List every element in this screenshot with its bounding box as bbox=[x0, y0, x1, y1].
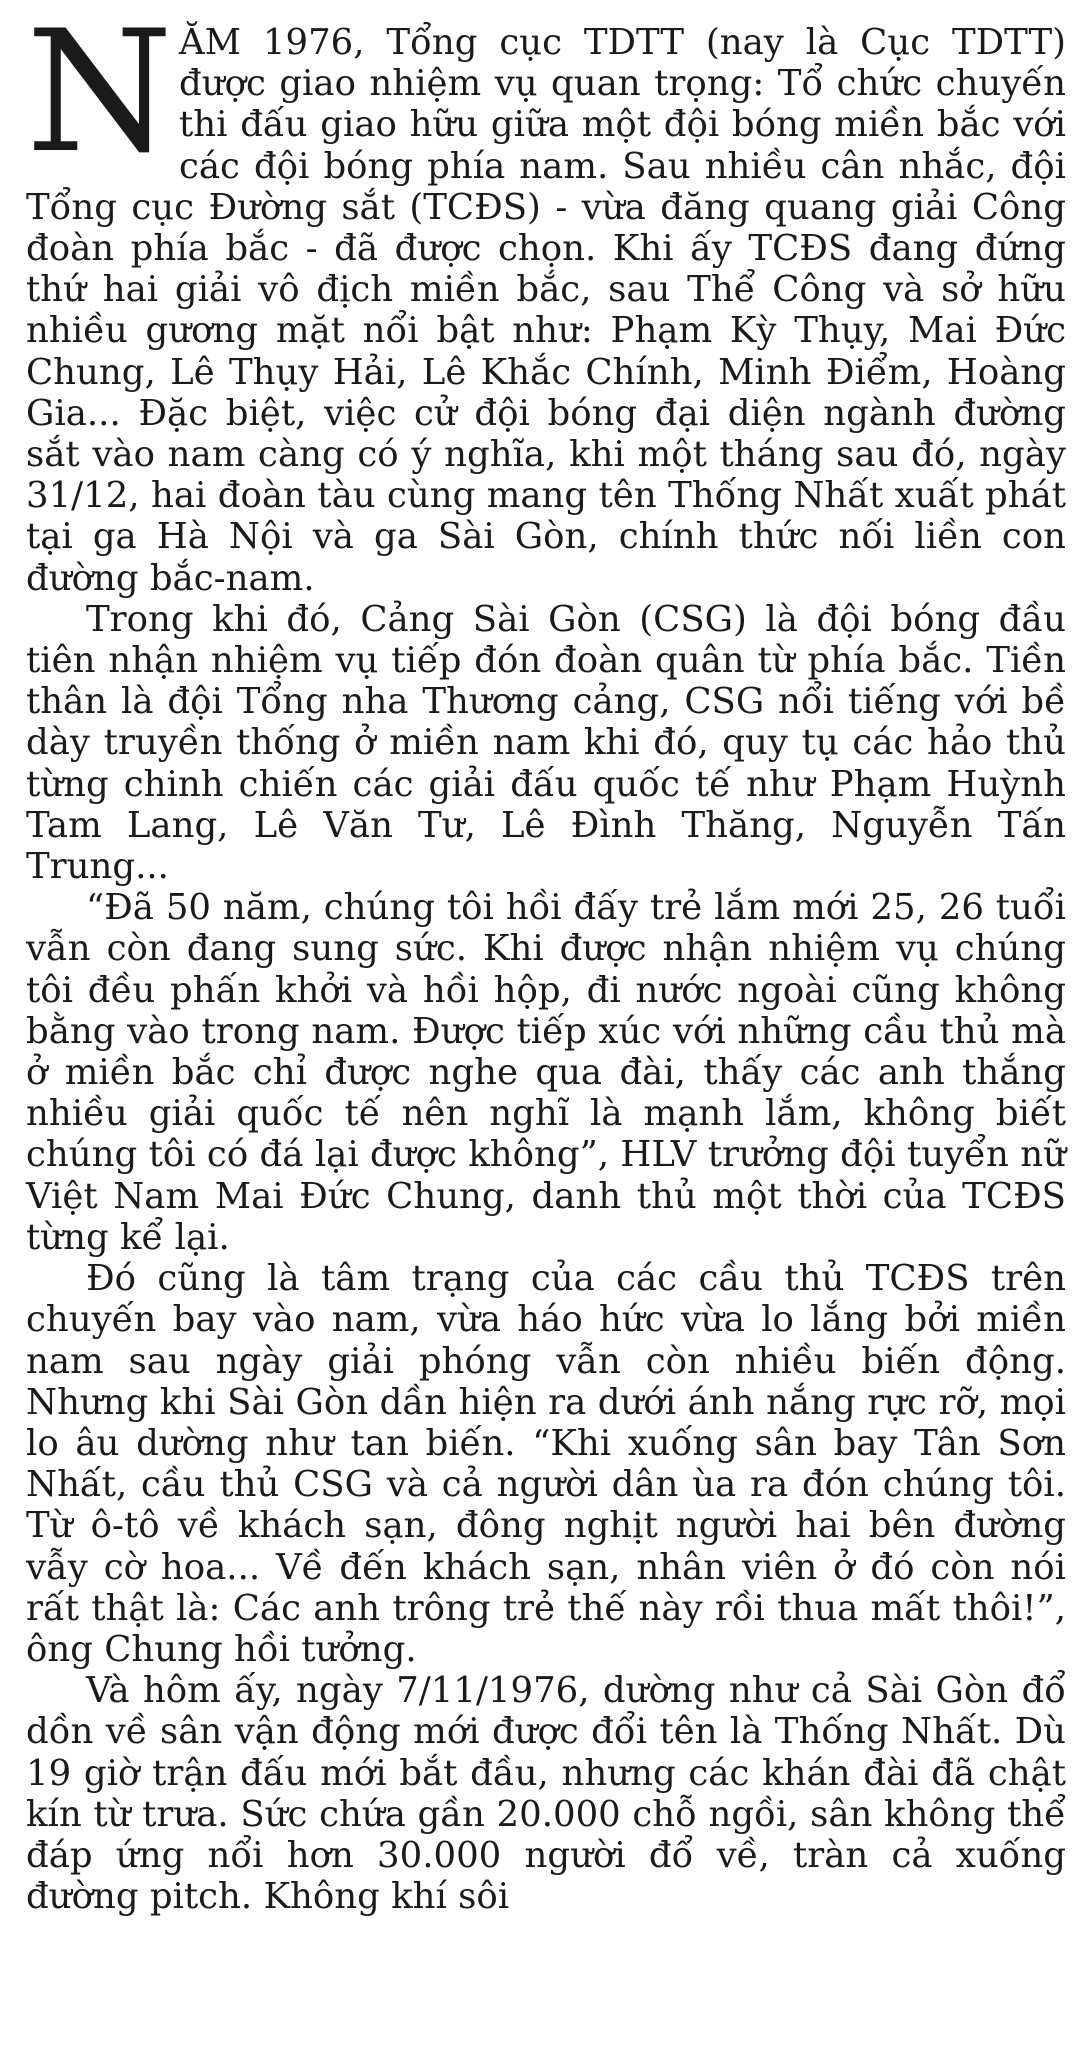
article-paragraph-1 bbox=[26, 0, 1066, 599]
article-body bbox=[26, 0, 1066, 1918]
article-paragraph-4: Đó cũng là tâm trạng của các cầu thủ TCĐS trên chuyến bay vào nam, vừa háo hức vừa lo lắng bởi miền nam sau ngày giải phóng vẫn còn nhiều biến động. Nhưng khi Sài Gòn dần hiện ra dưới ánh nắng rực rỡ, mọi lo âu dường như tan biến. “Khi xuống sân bay Tân Sơn Nhất, cầu thủ CSG và cả người dân ùa ra đón chúng tôi. Từ ô-tô về khách sạn, đông nghịt người hai bên đường vẫy cờ hoa... Về đến khách sạn, nhân viên ở đó còn nói rất thật là: Các anh trông trẻ thế này rồi thua mất thôi!”, ông Chung hồi tưởng. bbox=[26, 1258, 1066, 1670]
article-paragraph-5: Và hôm ấy, ngày 7/11/1976, dường như cả Sài Gòn đổ dồn về sân vận động mới được đổi tên là Thống Nhất. Dù 19 giờ trận đấu mới bắt đầu, nhưng các khán đài đã chật kín từ trưa. Sức chứa gần 20.000 chỗ ngồi, sân không thể đáp ứng nổi hơn 30.000 người đổ về, tràn cả xuống đường pitch. Không khí sôi bbox=[26, 1670, 1066, 1918]
article-paragraph-3: “Đã 50 năm, chúng tôi hồi đấy trẻ lắm mới 25, 26 tuổi vẫn còn đang sung sức. Khi được nhận nhiệm vụ chúng tôi đều phấn khởi và hồi hộp, đi nước ngoài cũng không bằng vào trong nam. Được tiếp xúc với những cầu thủ mà ở miền bắc chỉ được nghe qua đài, thấy các anh thắng nhiều giải quốc tế nên nghĩ là mạnh lắm, không biết chúng tôi có đá lại được không”, HLV trưởng đội tuyển nữ Việt Nam Mai Đức Chung, danh thủ một thời của TCĐS từng kể lại. bbox=[26, 887, 1066, 1258]
article-paragraph-2: Trong khi đó, Cảng Sài Gòn (CSG) là đội bóng đầu tiên nhận nhiệm vụ tiếp đón đoàn quân từ phía bắc. Tiền thân là đội Tổng nha Thương cảng, CSG nổi tiếng với bề dày truyền thống ở miền nam khi đó, quy tụ các hảo thủ từng chinh chiến các giải đấu quốc tế như Phạm Huỳnh Tam Lang, Lê Văn Tư, Lê Đình Thăng, Nguyễn Tấn Trung... bbox=[26, 598, 1066, 888]
paragraph-text: ĂM 1976, Tổng cục TDTT (nay là Cục TDTT) được giao nhiệm vụ quan trọng: Tổ chức chuyến thi đấu giao hữu giữa một đội bóng miền bắc với các đội bóng phía nam. Sau nhiều cân nhắc, đội Tổng cục Đường sắt (TCĐS) - vừa đăng quang giải Công đoàn phía bắc - đã được chọn. Khi ấy TCĐS đang đứng thứ hai giải vô địch miền bắc, sau Thể Công và sở hữu nhiều gương mặt nổi bật như: Phạm Kỳ Thụy, Mai Đức Chung, Lê Thụy Hải, Lê Khắc Chính, Minh Điểm, Hoàng Gia... Đặc biệt, việc cử đội bóng đại diện ngành đường sắt vào nam càng có ý nghĩa, khi một tháng sau đó, ngày 31/12, hai đoàn tàu cùng mang tên Thống Nhất xuất phát tại ga Hà Nội và ga Sài Gòn, chính thức nối liền con đường bắc-nam. bbox=[26, 22, 1066, 599]
drop-cap: N bbox=[26, 0, 173, 190]
